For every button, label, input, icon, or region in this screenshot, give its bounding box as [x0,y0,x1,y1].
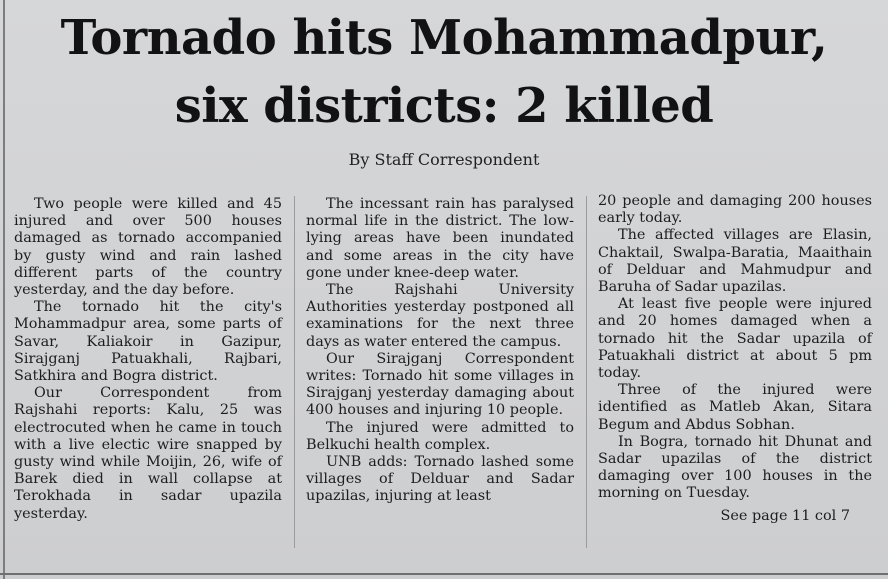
paragraph: Our Correspondent from Rajshahi reports: Kalu, 25 was electrocuted when he came in touch with a live electic wire snapped by gusty wind while Moijin, 26, wife of Barek died in wall collapse at Terokhada in sadar upazila yesterday. [14,385,282,522]
paragraph: Two people were killed and 45 injured and over 500 houses damaged as tornado accompanied by gusty wind and rain lashed different parts of the country yesterday, and the day before. [14,196,282,299]
continuation-note: See page 11 col 7 [720,507,850,524]
bottom-rule [0,573,888,575]
byline: By Staff Correspondent [348,150,540,169]
paragraph: The incessant rain has paralysed normal life in the district. The low-lying areas have been inundated and some areas in the city have gone under knee-deep water. [306,196,574,281]
paragraph: UNB adds: Tornado lashed some villages of Delduar and Sadar upazilas, injuring at least [306,454,574,505]
paragraph: The Rajshahi University Authorities yesterday postponed all examinations for the next three days as water entered the campus. [306,282,574,350]
paragraph: Three of the injured were identified as Matleb Akan, Sitara Begum and Abdus Sobhan. [598,382,872,433]
paragraph-continued: 20 people and damaging 200 houses early today. [598,193,872,227]
paragraph: The injured were admitted to Belkuchi health complex. [306,419,574,453]
paragraph: At least five people were injured and 20 homes damaged when a tornado hit the Sadar upazila of Patuakhali district at about 5 pm today. [598,296,872,382]
article-column-1 [14,196,282,523]
headline-line-2: six districts: 2 killed [174,78,714,134]
column-separator-1 [294,196,295,548]
headline-line-1: Tornado hits Mohammadpur, [60,10,828,66]
article-column-2 [306,196,574,506]
column-separator-2 [586,196,587,548]
paragraph: The affected villages are Elasin, Chaktail, Swalpa-Baratia, Maaithain of Delduar and Mahmudpur and Baruha of Sadar upazilas. [598,227,872,296]
paragraph: Our Sirajganj Correspondent writes: Tornado hit some villages in Sirajganj yesterday damaging about 400 houses and injuring 10 people. [306,350,574,419]
paragraph: The tornado hit the city's Mohammadpur area, some parts of Savar, Kaliakoir in Gazipur, Sirajganj Patuakhali, Rajbari, Satkhira and Bogra district. [14,299,282,385]
paragraph: In Bogra, tornado hit Dhunat and Sadar upazilas of the district damaging over 100 houses in the morning on Tuesday. [598,433,872,502]
article-column-3 [598,193,872,525]
